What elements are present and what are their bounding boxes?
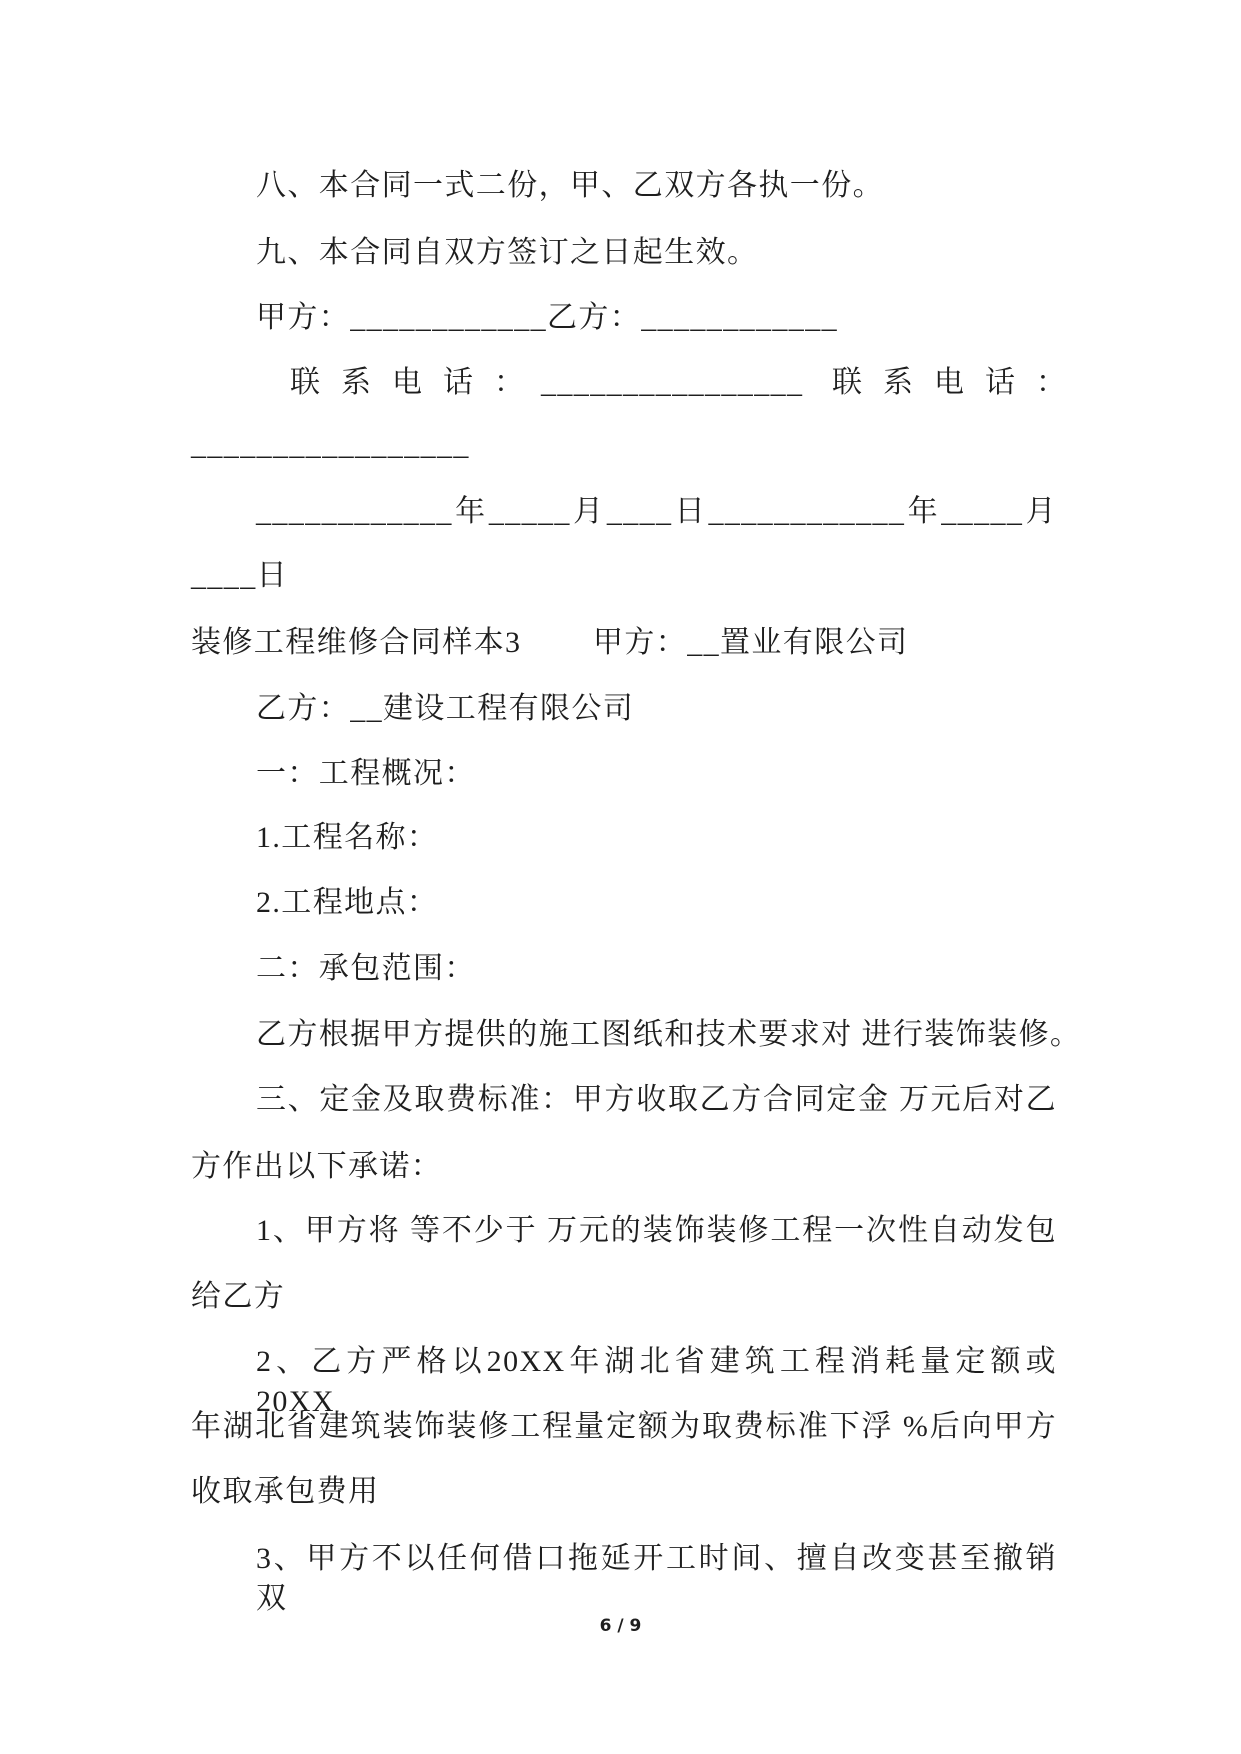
phone-blank-party-a: ________________: [541, 366, 804, 399]
promise-1-line-2: 给乙方: [191, 1280, 286, 1313]
section-deposit-line-1: 三、定金及取费标准：甲方收取乙方合同定金 万元后对乙: [256, 1083, 1057, 1116]
date-line: ____________年_____月____日____________年_____月: [256, 495, 1057, 528]
promise-2-line-2: 年湖北省建筑装饰装修工程量定额为取费标准下浮 %后向甲方: [191, 1410, 1057, 1443]
phone-label-party-b: 联系电话：: [832, 366, 1087, 399]
signature-parties-line: 甲方：____________乙方：____________: [256, 301, 838, 334]
scope-paragraph: 乙方根据甲方提供的施工图纸和技术要求对 进行装饰装修。: [256, 1018, 1082, 1051]
date-line-end: ____日: [191, 559, 288, 592]
phone-blank-party-b: _________________: [191, 428, 470, 461]
promise-1-line-1: 1、甲方将 等不少于 万元的装饰装修工程一次性自动发包: [256, 1214, 1057, 1247]
clause-9: 九、本合同自双方签订之日起生效。: [256, 236, 759, 269]
clause-8: 八、本合同一式二份，甲、乙双方各执一份。: [256, 169, 884, 202]
section-heading-overview: 一：工程概况：: [256, 757, 476, 790]
section-heading-scope: 二：承包范围：: [256, 952, 476, 985]
promise-3-line-1: 3、甲方不以任何借口拖延开工时间、擅自改变甚至撤销双: [256, 1542, 1057, 1615]
party-b-line: 乙方：__建设工程有限公司: [256, 692, 635, 725]
contract-title: 装修工程维修合同样本3: [191, 626, 522, 659]
party-a-line: 甲方：__置业有限公司: [593, 626, 909, 659]
section-deposit-line-2: 方作出以下承诺：: [191, 1150, 443, 1183]
phone-label-party-a: 联系电话：: [290, 366, 545, 399]
promise-2-line-1: 2、乙方严格以20XX年湖北省建筑工程消耗量定额或20XX: [256, 1345, 1057, 1418]
project-location-line: 2.工程地点：: [256, 886, 439, 919]
promise-2-line-3: 收取承包费用: [191, 1475, 380, 1508]
project-name-line: 1.工程名称：: [256, 821, 439, 854]
page-number: 6 / 9: [599, 1616, 642, 1636]
